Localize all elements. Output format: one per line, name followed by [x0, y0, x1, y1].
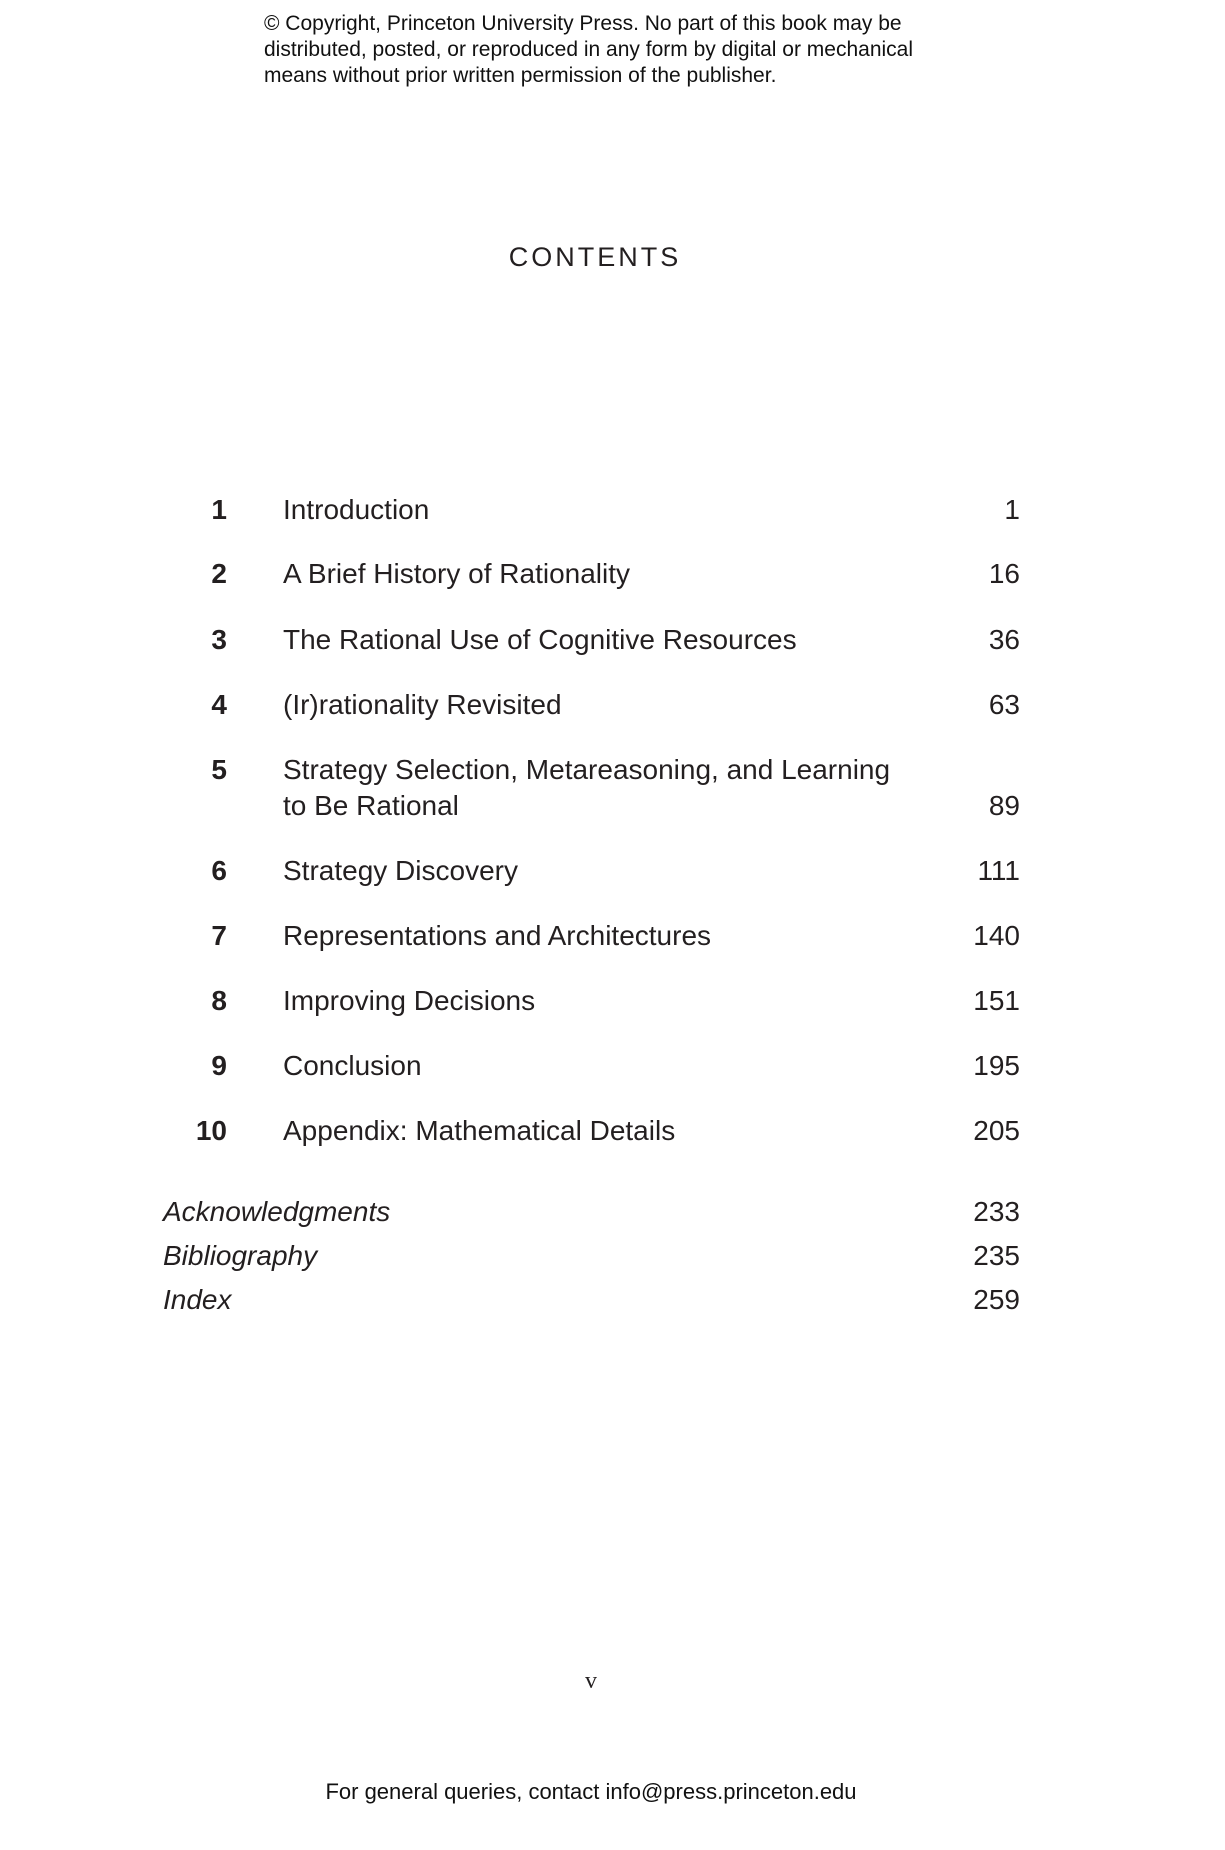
- page-number: 140: [973, 920, 1020, 951]
- chapter-number: 4: [211, 689, 227, 720]
- chapter-title: Representations and Architectures: [283, 920, 712, 951]
- folio-page-number: v: [585, 1668, 597, 1694]
- copyright-notice: [264, 11, 1024, 89]
- page-number: 36: [988, 624, 1020, 655]
- toc-entry-chapter-1[interactable]: [0, 492, 1225, 532]
- back-matter-title: Index: [163, 1284, 232, 1315]
- chapter-title: Appendix: Mathematical Details: [283, 1115, 676, 1146]
- chapter-number: 2: [211, 558, 227, 589]
- chapter-title-line-1: Strategy Selection, Metareasoning, and Learning: [283, 754, 891, 785]
- chapter-title: Introduction: [283, 494, 430, 525]
- chapter-number: 7: [211, 920, 227, 951]
- chapter-title-line-2: to Be Rational: [283, 790, 459, 821]
- chapter-title: Improving Decisions: [283, 985, 536, 1016]
- footer-contact: For general queries, contact info@press.princeton.edu: [325, 1779, 857, 1804]
- toc-entry-chapter-8[interactable]: [0, 983, 1225, 1023]
- chapter-title: Conclusion: [283, 1050, 422, 1081]
- page-number: 63: [988, 689, 1020, 720]
- back-matter-title: Bibliography: [163, 1240, 318, 1271]
- chapter-title: (Ir)rationality Revisited: [283, 689, 562, 720]
- toc-entry-chapter-3[interactable]: [0, 622, 1225, 662]
- page-number: 235: [973, 1240, 1020, 1271]
- toc-entry-chapter-2[interactable]: [0, 556, 1225, 596]
- chapter-number: 8: [211, 985, 227, 1016]
- back-matter-title: Acknowledgments: [163, 1196, 391, 1227]
- toc-entry-index[interactable]: [0, 1282, 1225, 1322]
- chapter-number: 6: [211, 855, 227, 886]
- page-number: 233: [973, 1196, 1020, 1227]
- toc-entry-chapter-10[interactable]: [0, 1113, 1225, 1153]
- copyright-line-1: © Copyright, Princeton University Press. No part of this book may be: [264, 12, 902, 35]
- chapter-title: The Rational Use of Cognitive Resources: [283, 624, 797, 655]
- toc-entry-chapter-6[interactable]: [0, 853, 1225, 893]
- toc-entry-chapter-9[interactable]: [0, 1048, 1225, 1088]
- page-number: 111: [977, 855, 1020, 886]
- toc-entry-acknowledgments[interactable]: [0, 1194, 1225, 1234]
- copyright-line-3: means without prior written permission of the publisher.: [264, 64, 777, 87]
- toc-entry-chapter-7[interactable]: [0, 918, 1225, 958]
- page-number: 16: [988, 558, 1020, 589]
- page-number: 205: [973, 1115, 1020, 1146]
- toc-entry-chapter-5[interactable]: [0, 752, 1225, 828]
- chapter-title: Strategy Discovery: [283, 855, 518, 886]
- page-title: CONTENTS: [508, 242, 682, 272]
- page-number: 259: [973, 1284, 1020, 1315]
- chapter-title: [283, 752, 890, 824]
- chapter-number: 3: [211, 624, 227, 655]
- chapter-number: 10: [195, 1115, 227, 1146]
- page-number: 89: [988, 790, 1020, 821]
- toc-entry-chapter-4[interactable]: [0, 687, 1225, 727]
- toc-entry-bibliography[interactable]: [0, 1238, 1225, 1278]
- chapter-number: 1: [211, 494, 227, 525]
- copyright-line-2: distributed, posted, or reproduced in any form by digital or mechanical: [264, 38, 914, 61]
- chapter-number: 9: [211, 1050, 227, 1081]
- page-number: 195: [973, 1050, 1020, 1081]
- chapter-title: A Brief History of Rationality: [283, 558, 631, 589]
- page-number: 1: [1004, 494, 1020, 525]
- page-number: 151: [973, 985, 1020, 1016]
- chapter-number: 5: [211, 754, 227, 785]
